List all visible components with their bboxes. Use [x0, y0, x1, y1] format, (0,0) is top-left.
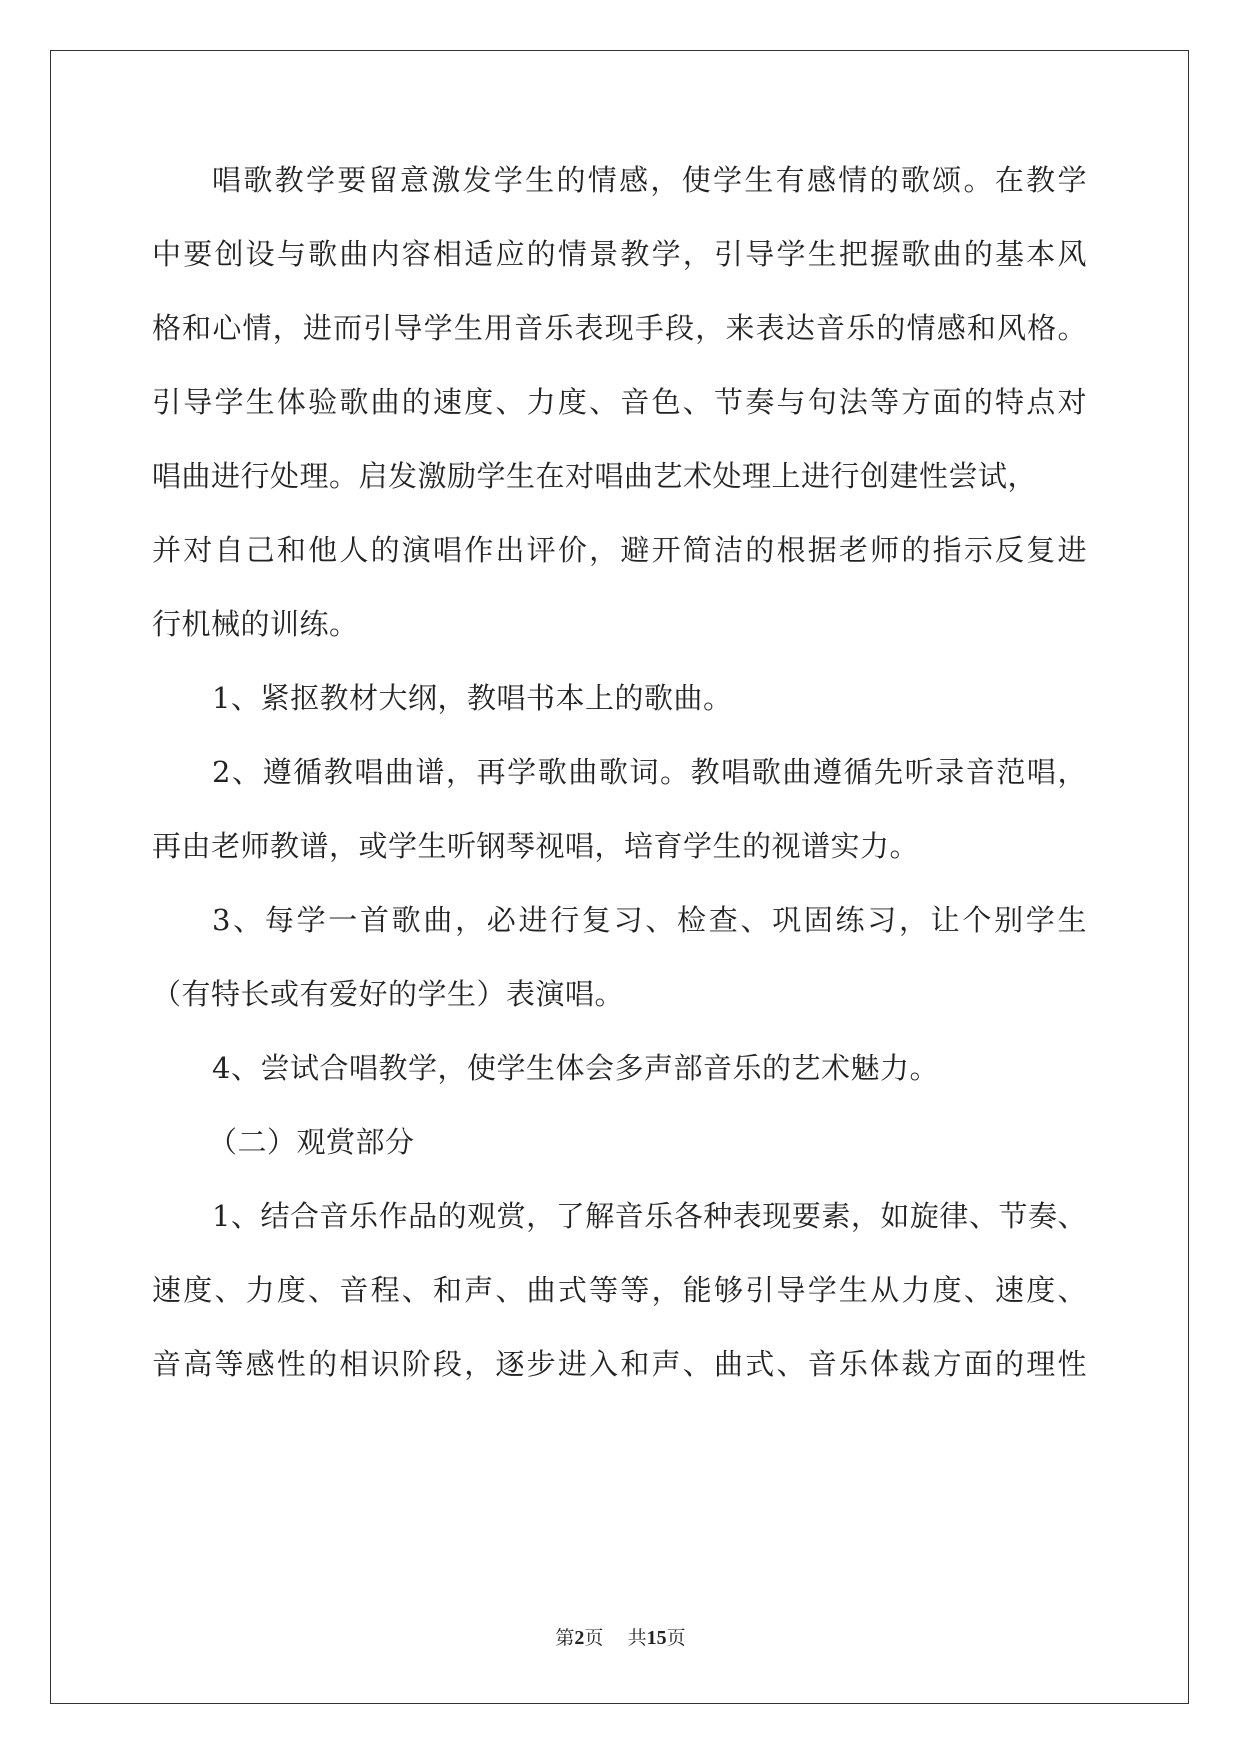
paragraph-line: 行机械的训练。 [152, 607, 359, 641]
page-footer [0, 1626, 1241, 1650]
current-page-number: 2 [574, 1627, 585, 1649]
page-border [50, 50, 1189, 1704]
list-item: 3、每学一首歌曲，必进行复习、检查、巩固练习，让个别学生 [212, 903, 1087, 937]
paragraph-line: 格和心情，进而引导学生用音乐表现手段，来表达音乐的情感和风格。 [152, 311, 1087, 345]
paragraph-line: 中要创设与歌曲内容相适应的情景教学，引导学生把握歌曲的基本风 [152, 237, 1087, 271]
footer-page-word: 页 [584, 1627, 604, 1649]
list-item-continuation: 音高等感性的相识阶段，逐步进入和声、曲式、音乐体裁方面的理性 [152, 1347, 1087, 1381]
list-item: 2、遵循教唱曲谱，再学歌曲歌词。教唱歌曲遵循先听录音范唱， [212, 755, 1087, 789]
paragraph-line: 并对自己和他人的演唱作出评价，避开简洁的根据老师的指示反复进 [152, 533, 1087, 567]
list-item-continuation: （有特长或有爱好的学生）表演唱。 [152, 977, 625, 1011]
list-item-continuation: 再由老师教谱，或学生听钢琴视唱，培育学生的视谱实力。 [152, 829, 920, 863]
paragraph-line: 唱曲进行处理。启发激励学生在对唱曲艺术处理上进行创建性尝试， [152, 459, 1038, 493]
section-heading: （二）观赏部分 [208, 1125, 415, 1159]
list-item: 1、结合音乐作品的观赏，了解音乐各种表现要素，如旋律、节奏、 [212, 1199, 1087, 1233]
footer-total-word: 页 [666, 1627, 686, 1649]
list-item: 4、尝试合唱教学，使学生体会多声部音乐的艺术魅力。 [212, 1051, 939, 1085]
list-item: 1、紧抠教材大纲，教唱书本上的歌曲。 [212, 681, 733, 715]
paragraph-line: 引导学生体验歌曲的速度、力度、音色、节奏与句法等方面的特点对 [152, 385, 1087, 419]
total-pages-number: 15 [646, 1627, 667, 1649]
footer-total-prefix: 共 [627, 1627, 647, 1649]
paragraph-line: 唱歌教学要留意激发学生的情感，使学生有感情的歌颂。在教学 [212, 163, 1087, 197]
footer-prefix: 第 [555, 1627, 575, 1649]
list-item-continuation: 速度、力度、音程、和声、曲式等等，能够引导学生从力度、速度、 [152, 1273, 1087, 1307]
